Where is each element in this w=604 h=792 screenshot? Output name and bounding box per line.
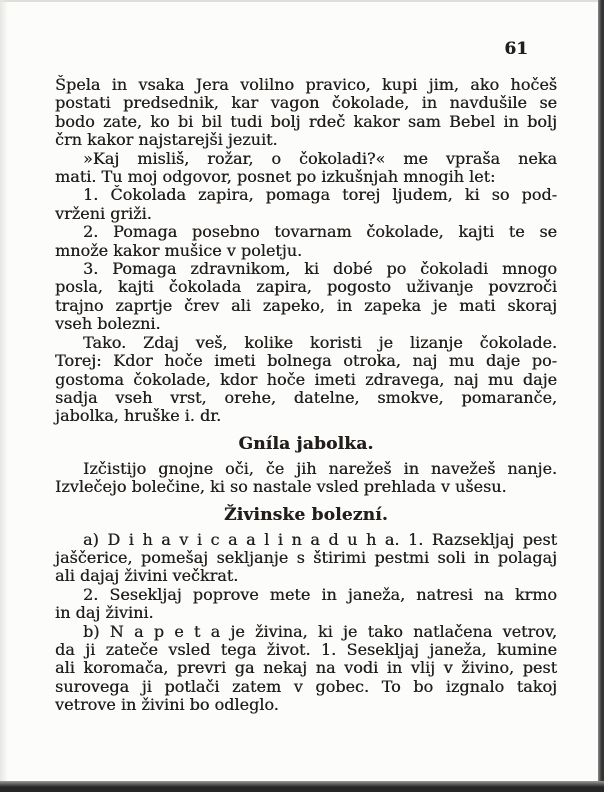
page-number: 61	[504, 39, 528, 59]
paragraph	[55, 260, 557, 334]
text-line: ali koromača, prevri ga nekaj na vodi in vlij v živino, pest	[55, 658, 557, 678]
text-line: Torej: Kdor hoče imeti bolnega otroka, naj mu daje po-	[55, 351, 557, 371]
text-line: b) N a p e t a je živina, ki je tako natlačena vetrov,	[83, 621, 557, 641]
text-line: ali dajaj živini večkrat.	[55, 566, 239, 586]
text-line: Izčistijo gnojne oči, če jih narežeš in navežeš nanje.	[83, 458, 557, 478]
text-line: 2. Pomaga posebno tovarnam čokolade, kajti te se	[83, 222, 557, 242]
scan-edge-top	[0, 0, 604, 2]
text-line: množe kakor mušice v poletju.	[55, 240, 303, 260]
text-line: Izvlečejo bolečine, ki so nastale vsled prehlada v ušesu.	[55, 477, 507, 497]
text-line: 1. Čokolada zapira, pomaga torej ljudem, ki so pod-	[83, 185, 557, 205]
scan-edge-right	[598, 0, 604, 792]
text-line: Tako. Zdaj veš, kolike koristi je lizanje čokolade.	[83, 332, 557, 352]
text-line: vetrove in živini bo odleglo.	[55, 695, 279, 715]
paragraph	[55, 150, 557, 187]
text-line: sadja vseh vrst, orehe, datelne, smokve, pomaranče,	[55, 387, 557, 407]
text-line: in daj živini.	[55, 603, 154, 623]
paragraph	[55, 186, 557, 223]
paragraph	[55, 460, 557, 497]
text-line: gostoma čokolade, kdor hoče imeti zdravega, naj mu daje	[55, 369, 557, 389]
text-line: jabolka, hruške i. dr.	[55, 406, 222, 426]
text-line: »Kaj misliš, rožar, o čokoladi?« me vpraša neka	[83, 148, 557, 168]
page-body	[55, 76, 557, 715]
text-line: črn kakor najstarejši jezuit.	[55, 130, 278, 150]
paragraph	[55, 76, 557, 150]
paragraph	[55, 223, 557, 260]
text-line: surovega ji potlači zatem v gobec. To bo izgnalo takoj	[55, 676, 557, 696]
scan-edge-bottom	[0, 781, 604, 792]
section-heading: Živinske bolezní.	[224, 504, 388, 525]
text-line: mati. Tu moj odgovor, posnet po izkušnjah mnogih let:	[55, 167, 496, 187]
text-line: jaščerice, pomešaj sekljanje s štirimi pestmi soli in polagaj	[55, 547, 557, 567]
text-line: 3. Pomaga zdravnikom, ki dobé po čokoladi mnogo	[83, 259, 557, 279]
text-line: trajno zaprtje črev ali zapeko, in zapeka je mati skoraj	[55, 295, 557, 315]
text-line: a) D i h a v i c a a l i n a d u h a. 1. Razsekljaj pest	[83, 529, 557, 549]
text-line: posla, kajti čokolada zapira, pogosto uživanje povzroči	[55, 277, 557, 297]
scan-edge-left	[0, 0, 8, 792]
text-line: da ji zateče vsled tega život. 1. Sesekljaj janeža, kumine	[55, 639, 557, 659]
paragraph	[55, 586, 557, 623]
text-line: Špela in vsaka Jera volilno pravico, kupi jim, ako hočeš	[55, 75, 557, 94]
paragraph	[55, 623, 557, 715]
text-line: vrženi griži.	[55, 203, 152, 223]
section-heading: Gníla jabolka.	[238, 433, 374, 454]
text-line: bodo zate, ko bi bil tudi bolj rdeč kakor sam Bebel in bolj	[55, 111, 557, 131]
text-line: postati predsednik, kar vagon čokolade, in navdušile se	[55, 93, 557, 113]
text-line: vseh bolezni.	[55, 314, 161, 334]
paragraph	[55, 531, 557, 586]
text-line: 2. Sesekljaj poprove mete in janeža, natresi na krmo	[83, 584, 557, 604]
paragraph	[55, 334, 557, 426]
